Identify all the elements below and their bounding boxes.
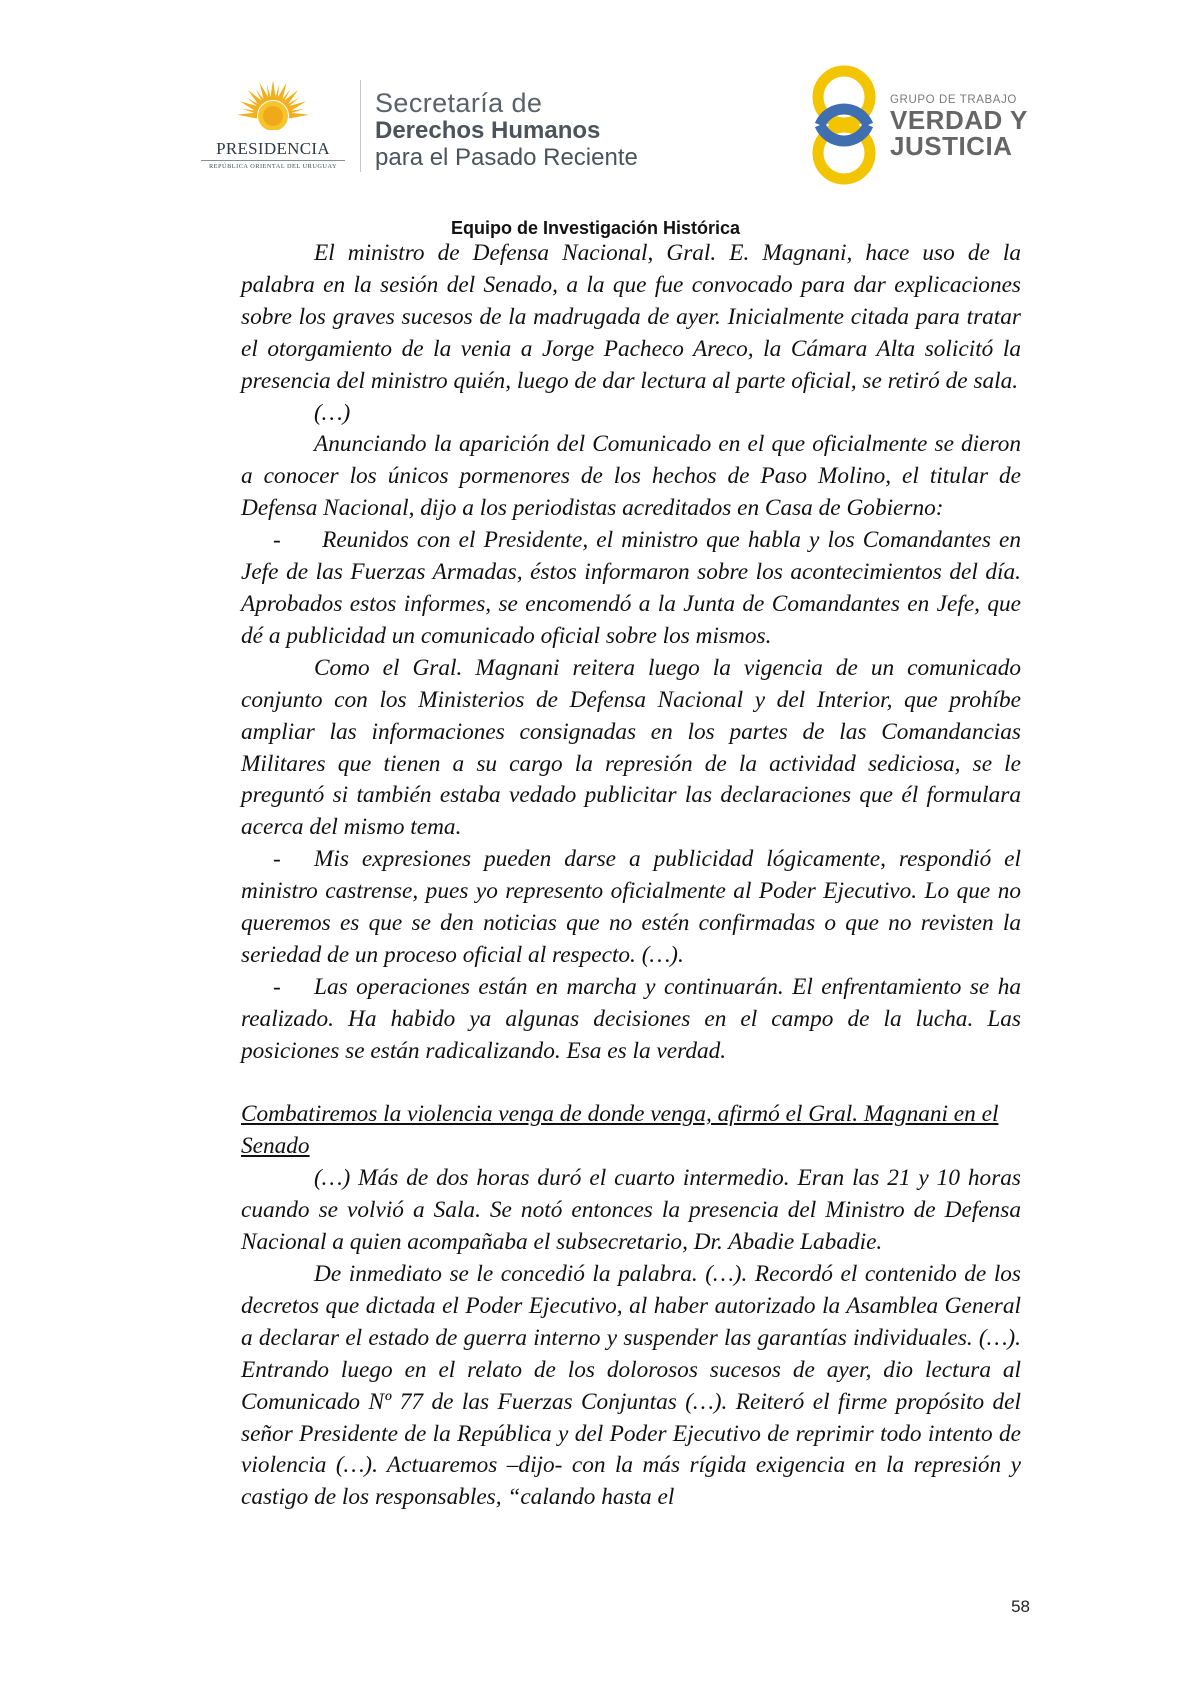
presidencia-word: PRESIDENCIA <box>216 139 330 158</box>
dash-item-3 <box>241 972 1021 1068</box>
dash-item-2-text: Mis expresiones pueden darse a publicidad lógicamente, respondió el ministro castrense, pues yo represento oficialmente al Poder Ejecutivo. Lo que no queremos es que se den noticias que no estén confirmadas o que no revisten la seriedad de un proceso oficial al respecto. (…). <box>241 846 1021 968</box>
secretaria-logo <box>375 90 735 171</box>
grupo-verdad-justicia-logo <box>808 63 1028 187</box>
presidencia-rule <box>201 160 345 161</box>
grupo-line1: GRUPO DE TRABAJO <box>890 94 1017 106</box>
paragraph-5: De inmediato se le concedió la palabra. (…). Recordó el contenido de los decretos que dictada el Poder Ejecutivo, al haber autorizado la Asamblea General a declarar el estado de guerra interno y suspender las garantías individuales. (…). Entrando luego en el relato de los dolorosos sucesos de ayer, dio lectura al Comunicado Nº 77 de las Fuerzas Conjuntas (…). Reiteró el firme propósito del señor Presidente de la República y del Poder Ejecutivo de reprimir todo intento de violencia (…). Actuaremos –dijo- con la más rígida exigencia en la represión y castigo de los responsables, “calando hasta el <box>241 1260 1021 1511</box>
sun-emblem-icon <box>228 78 318 140</box>
secretaria-line2: Derechos Humanos <box>375 117 601 144</box>
dash-item-2 <box>241 844 1021 972</box>
paragraph-3: Como el Gral. Magnani reitera luego la vigencia de un comunicado conjunto con los Ministerios de Defensa Nacional y del Interior, que prohíbe ampliar las informaciones consignadas en los partes de las Comandancias Militares que tienen a su cargo la represión de la actividad sediciosa, se le preguntó si también estaba vedado publicitar las declaraciones que él formulara acerca del mismo tema. <box>241 654 1021 841</box>
dash-bullet: - <box>273 973 281 1000</box>
paragraph-ellipsis: (…) <box>314 399 351 426</box>
dash-item-1 <box>241 525 1021 653</box>
dash-bullet: - <box>273 527 281 554</box>
header-divider <box>360 80 361 172</box>
dash-bullet: - <box>273 846 281 873</box>
interlocked-rings-icon <box>808 63 880 187</box>
secretaria-line3: para el Pasado Reciente <box>375 144 638 171</box>
grupo-line3: JUSTICIA <box>890 131 1013 161</box>
paragraph-4: (…) Más de dos horas duró el cuarto intermedio. Eran las 21 y 10 horas cuando se volvió a Sala. Se notó entonces la presencia del Ministro de Defensa Nacional a quien acompañaba el subsecretario, Dr. Abadie Labadie. <box>241 1165 1021 1256</box>
paragraph-1: El ministro de Defensa Nacional, Gral. E. Magnani, hace uso de la palabra en la sesión del Senado, a la que fue convocado para dar explicaciones sobre los graves sucesos de la madrugada de ayer. Inicialmente citada para tratar el otorgamiento de la venia a Jorge Pacheco Areco, la Cámara Alta solicitó la presencia del ministro quién, luego de dar lectura al parte oficial, se retiró de sala. <box>241 240 1021 394</box>
page-number: 58 <box>1011 1597 1030 1616</box>
secretaria-line1: Secretaría de <box>375 88 543 118</box>
grupo-text <box>890 93 1028 159</box>
blank-line <box>241 1068 1021 1100</box>
grupo-line2: VERDAD Y <box>890 105 1028 135</box>
presidencia-subtitle: REPÚBLICA ORIENTAL DEL URUGUAY <box>208 163 337 170</box>
team-title: Equipo de Investigación Histórica <box>450 218 741 238</box>
presidencia-logo <box>193 78 353 178</box>
document-body <box>241 238 1021 1514</box>
paragraph-2: Anunciando la aparición del Comunicado en el que oficialmente se dieron a conocer los únicos pormenores de los hechos de Paso Molino, el titular de Defensa Nacional, dijo a los periodistas acreditados en Casa de Gobierno: <box>241 431 1021 522</box>
dash-item-1-text: Reunidos con el Presidente, el ministro que habla y los Comandantes en Jefe de las Fuerzas Armadas, éstos informaron sobre los acontecimientos del día. Aprobados estos informes, se encomendó a la Junta de Comandantes en Jefe, que dé a publicidad un comunicado oficial sobre los mismos. <box>241 527 1021 649</box>
section-heading: Combatiremos la violencia venga de donde venga, afirmó el Gral. Magnani en el Senado <box>241 1101 999 1160</box>
dash-item-3-text: Las operaciones están en marcha y continuarán. El enfrentamiento se ha realizado. Ha habido ya algunas decisiones en el campo de la lucha. Las posiciones se están radicalizando. Esa es la verdad. <box>241 973 1021 1064</box>
